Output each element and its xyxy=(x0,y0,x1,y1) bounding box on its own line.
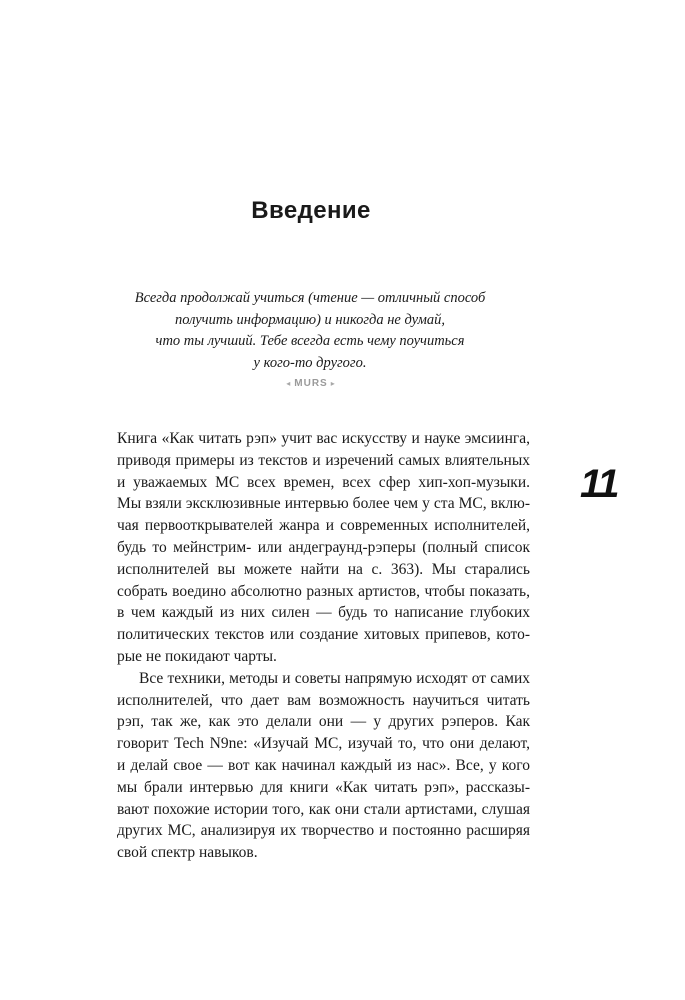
epigraph-attribution xyxy=(0,378,622,389)
text-line: исполнителей, что дает вам возможность научиться читать xyxy=(117,691,530,709)
paragraph-1 xyxy=(117,428,530,668)
text-line: и делай свое — вот как начинал каждый из нас». Все, у кого xyxy=(117,756,530,774)
text-line: говорит Tech N9ne: «Изучай МС, изучай то, что они делают, xyxy=(117,735,530,753)
chapter-title: Введение xyxy=(251,197,371,224)
left-triangle-icon: ◂ xyxy=(286,379,292,388)
text-line: в чем каждый из них силен — будь то написание глубоких xyxy=(117,604,530,622)
text-line: Все техники, методы и советы напрямую исходят от самих xyxy=(139,669,530,687)
text-line: мы брали интервью для книги «Как читать рэп», рассказы- xyxy=(117,778,530,796)
right-triangle-icon: ▸ xyxy=(330,379,336,388)
epigraph xyxy=(100,288,520,374)
text-line: чая первооткрывателей жанра и современных исполнителей, xyxy=(117,517,530,535)
text-line: приводя примеры из текстов и изречений самых влиятельных xyxy=(117,451,530,469)
text-line: свой спектр навыков. xyxy=(117,844,258,862)
body-text xyxy=(117,428,530,864)
text-line: Книга «Как читать рэп» учит вас искусству и науке эмсиинга, xyxy=(117,430,530,447)
paragraph-2 xyxy=(117,668,530,864)
text-line: собрать воедино абсолютно разных артистов, чтобы показать, xyxy=(117,582,530,600)
epigraph-line: что ты лучший. Тебе всегда есть чему поучиться xyxy=(155,333,465,349)
page-number: 11 xyxy=(580,462,618,506)
text-line: политических текстов или создание хитовых припевов, кото- xyxy=(117,626,530,644)
text-line: других МС, анализируя их творчество и постоянно расширяя xyxy=(117,822,530,840)
epigraph-line: получить информацию) и никогда не думай, xyxy=(174,311,446,328)
text-line: будь то мейнстрим- или андеграунд-рэперы (полный список xyxy=(117,538,530,556)
text-line: рэп, так же, как это делали они — у других рэперов. Как xyxy=(117,713,530,731)
text-line: и уважаемых МС всех времен, всех сфер хип-хоп-музыки. xyxy=(117,473,530,491)
text-line: Мы взяли эксклюзивные интервью более чем у ста МС, вклю- xyxy=(117,495,530,513)
epigraph-line: Всегда продолжай учиться (чтение — отличный способ xyxy=(134,290,486,306)
text-line: исполнителей вы можете найти на с. 363). Мы старались xyxy=(117,560,530,578)
text-line: вают похожие истории того, как они стали артистами, слушая xyxy=(117,800,530,818)
epigraph-author: MURS xyxy=(294,378,328,389)
text-line: рые не покидают чарты. xyxy=(117,647,277,665)
epigraph-line: у кого-то другого. xyxy=(253,354,367,371)
